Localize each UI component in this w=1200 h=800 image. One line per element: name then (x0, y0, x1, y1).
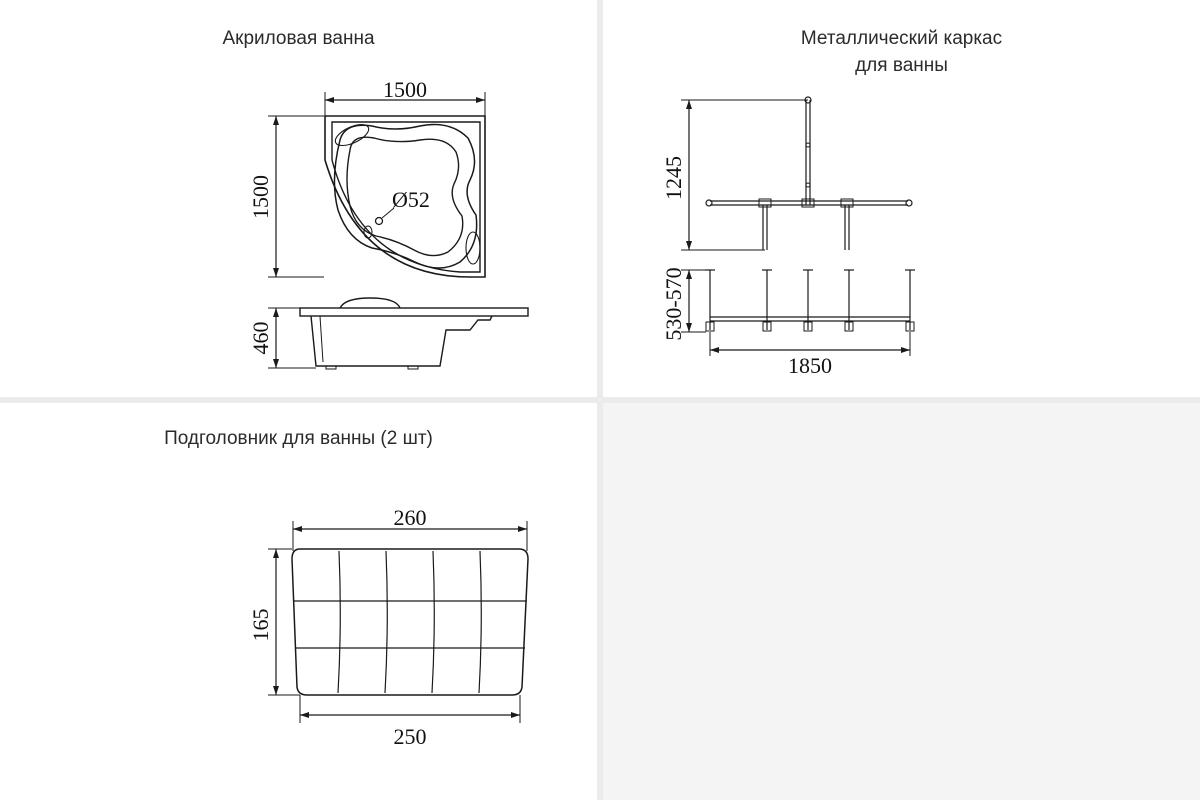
headrest-pad (292, 549, 528, 695)
frame-length-dimension (710, 332, 910, 378)
frame-title-line1: Металлический каркас (800, 28, 1003, 49)
bath-height-dimension (248, 308, 316, 368)
headrest-drawing (0, 403, 597, 800)
frame-drawing (603, 0, 1200, 397)
frame-height-label: 1245 (661, 156, 686, 200)
bath-width-dimension (325, 77, 485, 116)
bath-side-view (300, 298, 528, 369)
headrest-bottom-width-dimension (300, 695, 520, 749)
headrest-top-width-label: 260 (393, 505, 427, 530)
bath-depth-dimension (248, 116, 324, 277)
bath-panel (0, 0, 597, 397)
bath-drain-label: Ø52 (392, 187, 430, 212)
headrest-height-label: 165 (248, 608, 273, 642)
frame-panel (603, 0, 1200, 397)
headrest-title-text: Подголовник для ванны (2 шт) (164, 428, 433, 449)
frame-title-line2: для ванны (855, 55, 948, 76)
bath-top-view (325, 116, 485, 277)
frame-leg-range-dimension (661, 267, 706, 340)
bath-depth-label: 1500 (248, 175, 273, 219)
bath-width-label: 1500 (383, 77, 427, 102)
headrest-panel (0, 403, 597, 800)
frame-side-view (705, 270, 915, 331)
bath-height-label: 460 (248, 321, 273, 355)
bath-title-text: Акриловая ванна (222, 28, 375, 49)
headrest-bottom-width-label: 250 (393, 724, 427, 749)
bath-drawing (0, 0, 597, 397)
frame-height-dimension (661, 100, 808, 250)
frame-top-view (706, 97, 912, 250)
headrest-top-width-dimension (293, 505, 527, 551)
frame-leg-range-label: 530-570 (661, 267, 686, 341)
frame-length-label: 1850 (788, 353, 832, 378)
empty-panel (603, 403, 1200, 800)
